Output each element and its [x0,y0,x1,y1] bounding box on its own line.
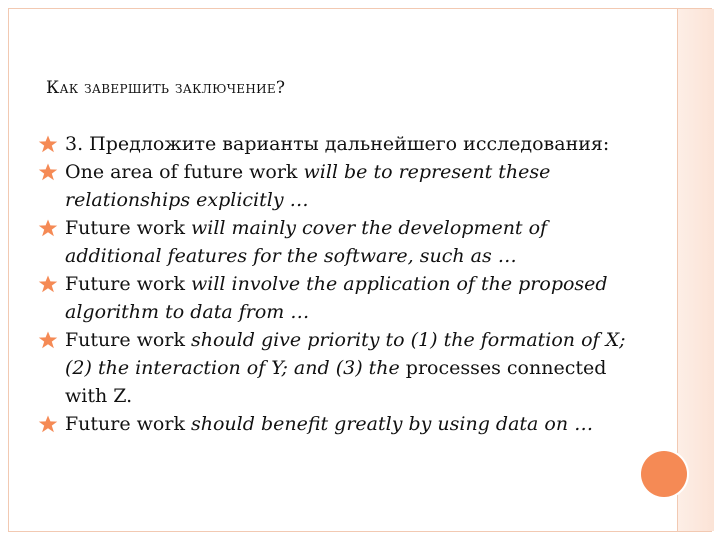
decorative-circle [641,451,687,497]
bullet-item [38,326,628,410]
star-icon [38,275,58,293]
star-icon [38,163,58,181]
star-icon [38,135,58,153]
decorative-side-band [677,9,714,531]
star-icon [38,415,58,433]
bullet-item [38,158,628,214]
bullet-text: 3. Предложите варианты дальнейшего исследования: [65,133,610,155]
bullet-text-tail: processes connected with Z. [65,357,607,407]
star-icon [38,219,58,237]
bullet-text-italic: will involve the application of the proposed algorithm to data from … [65,273,608,323]
bullet-item [38,214,628,270]
slide-title: Как завершить заключение? [46,78,286,98]
bullet-text-italic: will be to represent these relationships explicitly … [65,161,551,211]
bullet-text-italic: should give priority to (1) the formation of X; (2) the interaction of Y; and (3) the [65,329,626,379]
bullet-item [38,130,628,158]
bullet-text: One area of future work [65,161,304,183]
bullet-text-italic: should benefit greatly by using data on … [191,413,594,435]
bullet-text: Future work [65,329,191,351]
star-icon [38,331,58,349]
bullet-text-italic: will mainly cover the development of additional features for the software, such as … [65,217,548,267]
bullet-item [38,410,628,438]
bullet-list [38,130,628,438]
bullet-text: Future work [65,413,191,435]
bullet-text: Future work [65,217,191,239]
bullet-text: Future work [65,273,191,295]
bullet-item [38,270,628,326]
